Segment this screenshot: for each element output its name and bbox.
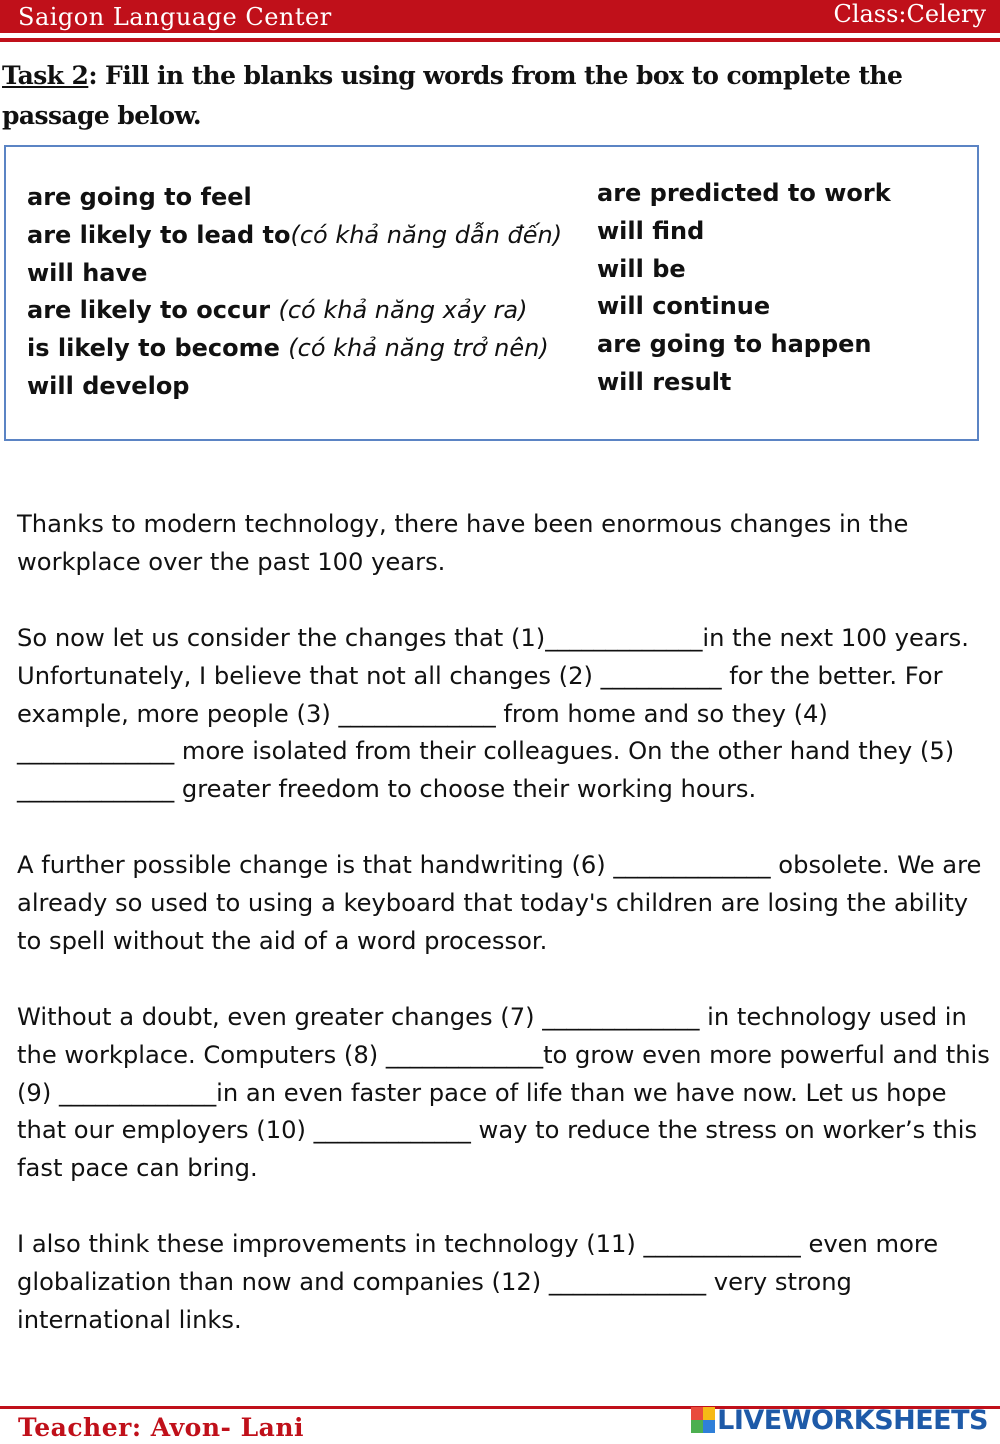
task-label: Task 2 [2, 61, 89, 90]
word-option: is likely to become (có khả năng trở nên) [27, 334, 549, 363]
word-option: will result [597, 367, 732, 396]
word-option: will have [27, 258, 148, 287]
word-option: are going to happen [597, 330, 872, 359]
class-label: Class:Celery [833, 0, 986, 28]
translation-note: (có khả năng trở nên) [288, 334, 549, 363]
word-option: are likely to occur (có khả năng xảy ra) [27, 296, 528, 325]
passage [17, 506, 992, 1378]
word-option: are going to feel [27, 183, 252, 211]
word-option: will develop [27, 371, 190, 400]
task-instruction: : Fill in the blanks using words from the box to complete the passage below. [2, 61, 903, 130]
passage-paragraph: Thanks to modern technology, there have been enormous changes in the workplace over the past 100 years. [17, 510, 909, 576]
translation-note: (có khả năng xảy ra) [278, 296, 528, 325]
passage-paragraph: Without a doubt, even greater changes (7) _____________ in technology used in the workplace. Computers (8) _____________to grow even more powerful and this (9) _____________in an even faster pace of life than we have now. Let us hope that our employers (10) _____________ way to reduce the stress on worker’s this fast pace can bring. [17, 1002, 990, 1183]
word-box-left-column [27, 179, 562, 406]
brand-name: LIVEWORKSHEETS [717, 1404, 988, 1436]
teacher-name: Teacher: Avon- Lani [18, 1413, 305, 1442]
header-divider [0, 38, 1000, 42]
school-name: Saigon Language Center [18, 3, 332, 31]
passage-paragraph: I also think these improvements in technology (11) _____________ even more globalization than now and companies (12) _____________ very strong international links. [17, 1230, 939, 1334]
liveworksheets-logo-icon [691, 1407, 715, 1433]
word-box [4, 145, 979, 441]
task-title [2, 56, 998, 136]
word-option: will be [597, 254, 686, 283]
word-option: will continue [597, 292, 771, 321]
word-option: will find [597, 216, 705, 245]
word-box-right-column [597, 175, 891, 402]
word-option: are predicted to work [597, 179, 891, 207]
liveworksheets-brand[interactable] [691, 1402, 988, 1438]
translation-note: (có khả năng dẫn đến) [290, 220, 563, 249]
passage-paragraph: A further possible change is that handwriting (6) _____________ obsolete. We are already so used to using a keyboard that today's children are losing the ability to spell without the aid of a word processor. [17, 851, 982, 955]
passage-paragraph: So now let us consider the changes that (1)_____________in the next 100 years. Unfortunately, I believe that not all changes (2) __________ for the better. For example, more people (3) _____________ from home and so they (4) _____________ more isolated from their colleagues. On the other hand they (5) _____________ greater freedom to choose their working hours. [17, 623, 969, 804]
word-option: are likely to lead to(có khả năng dẫn đến) [27, 220, 563, 249]
header-bar [0, 0, 1000, 33]
